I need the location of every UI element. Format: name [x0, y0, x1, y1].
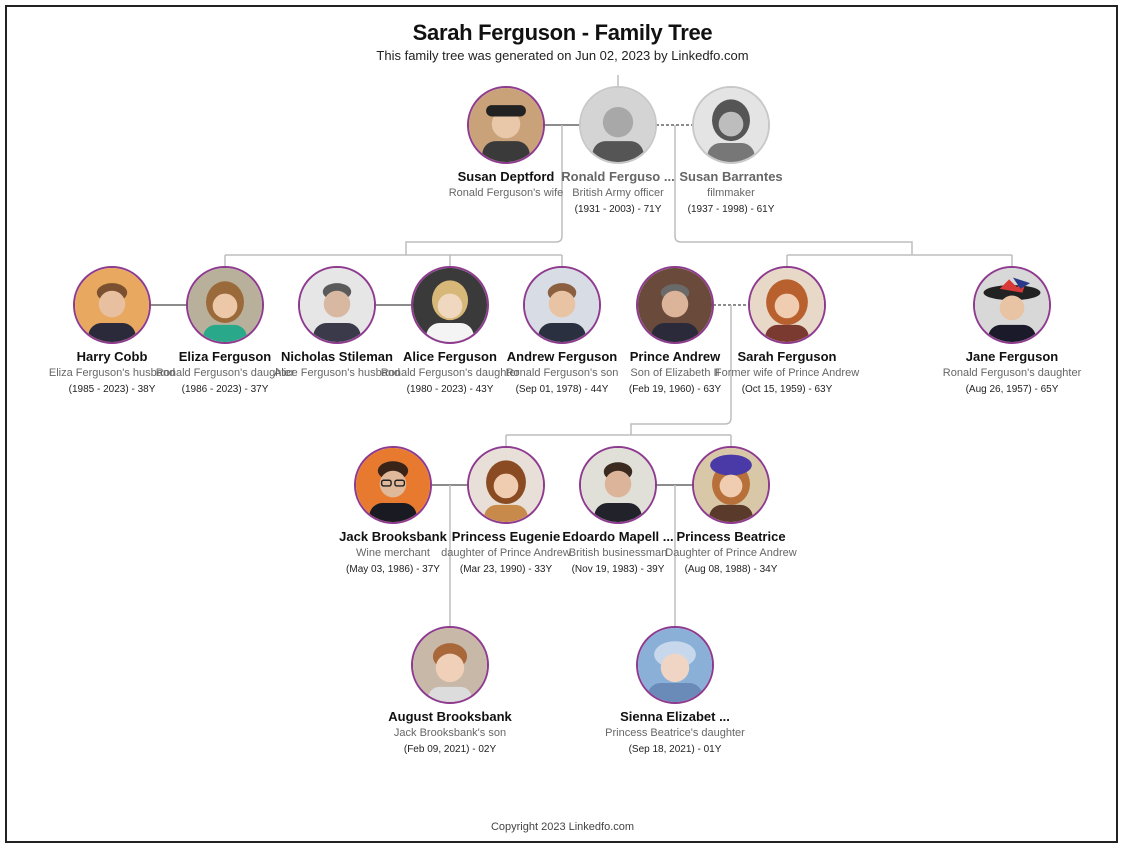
person-dates: (1980 - 2023) - 43Y [406, 384, 494, 395]
person-name: Princess Beatrice [676, 529, 786, 544]
portrait-avatar [973, 266, 1051, 344]
person-dates: (Sep 01, 1978) - 44Y [515, 384, 609, 395]
portrait-avatar [579, 446, 657, 524]
portrait-avatar [186, 266, 264, 344]
person-name: Nicholas Stileman [281, 349, 393, 364]
person-relation: daughter of Prince Andrew [441, 547, 571, 559]
person-relation: Alice Ferguson's husband [273, 367, 401, 379]
person-name: Edoardo Mapell ... [562, 529, 674, 544]
person-relation: Former wife of Prince Andrew [714, 367, 860, 379]
portrait-avatar [692, 446, 770, 524]
person-dates: (Sep 18, 2021) - 01Y [628, 744, 722, 755]
person-name: Sienna Elizabet ... [620, 709, 730, 724]
person-name: Ronald Ferguso ... [561, 169, 675, 184]
person-dates: (Feb 19, 1960) - 63Y [628, 384, 722, 395]
person-relation: Ronald Ferguson's daughter [942, 367, 1082, 379]
person-relation: filmmaker [707, 187, 755, 199]
person-dates: (Aug 08, 1988) - 34Y [684, 564, 778, 575]
person-dates: (1937 - 1998) - 61Y [687, 204, 775, 215]
person-name: Jack Brooksbank [339, 529, 447, 544]
portrait-avatar [579, 86, 657, 164]
portrait-avatar [467, 446, 545, 524]
portrait-avatar [73, 266, 151, 344]
person-name: Andrew Ferguson [506, 349, 618, 364]
person-dates: (Oct 15, 1959) - 63Y [741, 384, 833, 395]
portrait-avatar [467, 86, 545, 164]
portrait-avatar [636, 626, 714, 704]
portrait-avatar [411, 266, 489, 344]
person-relation: Ronald Ferguson's wife [448, 187, 564, 199]
person-relation: Ronald Ferguson's daughter [155, 367, 295, 379]
person-dates: (Nov 19, 1983) - 39Y [571, 564, 665, 575]
portrait-avatar [748, 266, 826, 344]
person-dates: (Aug 26, 1957) - 65Y [965, 384, 1059, 395]
person-name: Harry Cobb [76, 349, 148, 364]
person-name: Prince Andrew [629, 349, 721, 364]
portrait-avatar [692, 86, 770, 164]
person-name: Eliza Ferguson [178, 349, 272, 364]
person-relation: Wine merchant [356, 547, 430, 559]
person-name: Jane Ferguson [965, 349, 1059, 364]
portrait-avatar [411, 626, 489, 704]
person-relation: Son of Elizabeth II [630, 367, 720, 379]
person-dates: (1931 - 2003) - 71Y [574, 204, 662, 215]
person-dates: (May 03, 1986) - 37Y [346, 564, 440, 575]
person-relation: Eliza Ferguson's husband [48, 367, 176, 379]
portrait-avatar [523, 266, 601, 344]
footer-copyright: Copyright 2023 Linkedfo.com [490, 821, 635, 833]
person-dates: (Mar 23, 1990) - 33Y [459, 564, 553, 575]
person-name: Alice Ferguson [403, 349, 497, 364]
person-relation: Ronald Ferguson's son [505, 367, 619, 379]
person-dates: (Feb 09, 2021) - 02Y [403, 744, 497, 755]
person-relation: Daughter of Prince Andrew [665, 547, 797, 559]
person-name: August Brooksbank [388, 709, 512, 724]
person-dates: (1986 - 2023) - 37Y [181, 384, 269, 395]
portrait-avatar [354, 446, 432, 524]
person-name: Susan Barrantes [679, 169, 783, 184]
page-title: Sarah Ferguson - Family Tree [412, 20, 713, 45]
person-name: Susan Deptford [457, 169, 555, 184]
person-name: Sarah Ferguson [737, 349, 837, 364]
person-relation: British Army officer [572, 187, 664, 199]
person-dates: (1985 - 2023) - 38Y [68, 384, 156, 395]
person-relation: British businessman [568, 547, 668, 559]
portrait-avatar [298, 266, 376, 344]
person-relation: Jack Brooksbank's son [393, 727, 507, 739]
person-relation: Princess Beatrice's daughter [605, 727, 745, 739]
portrait-avatar [636, 266, 714, 344]
person-relation: Ronald Ferguson's daughter [380, 367, 520, 379]
person-name: Princess Eugenie [451, 529, 561, 544]
page-subtitle: This family tree was generated on Jun 02, 2023 by Linkedfo.com [376, 48, 749, 63]
